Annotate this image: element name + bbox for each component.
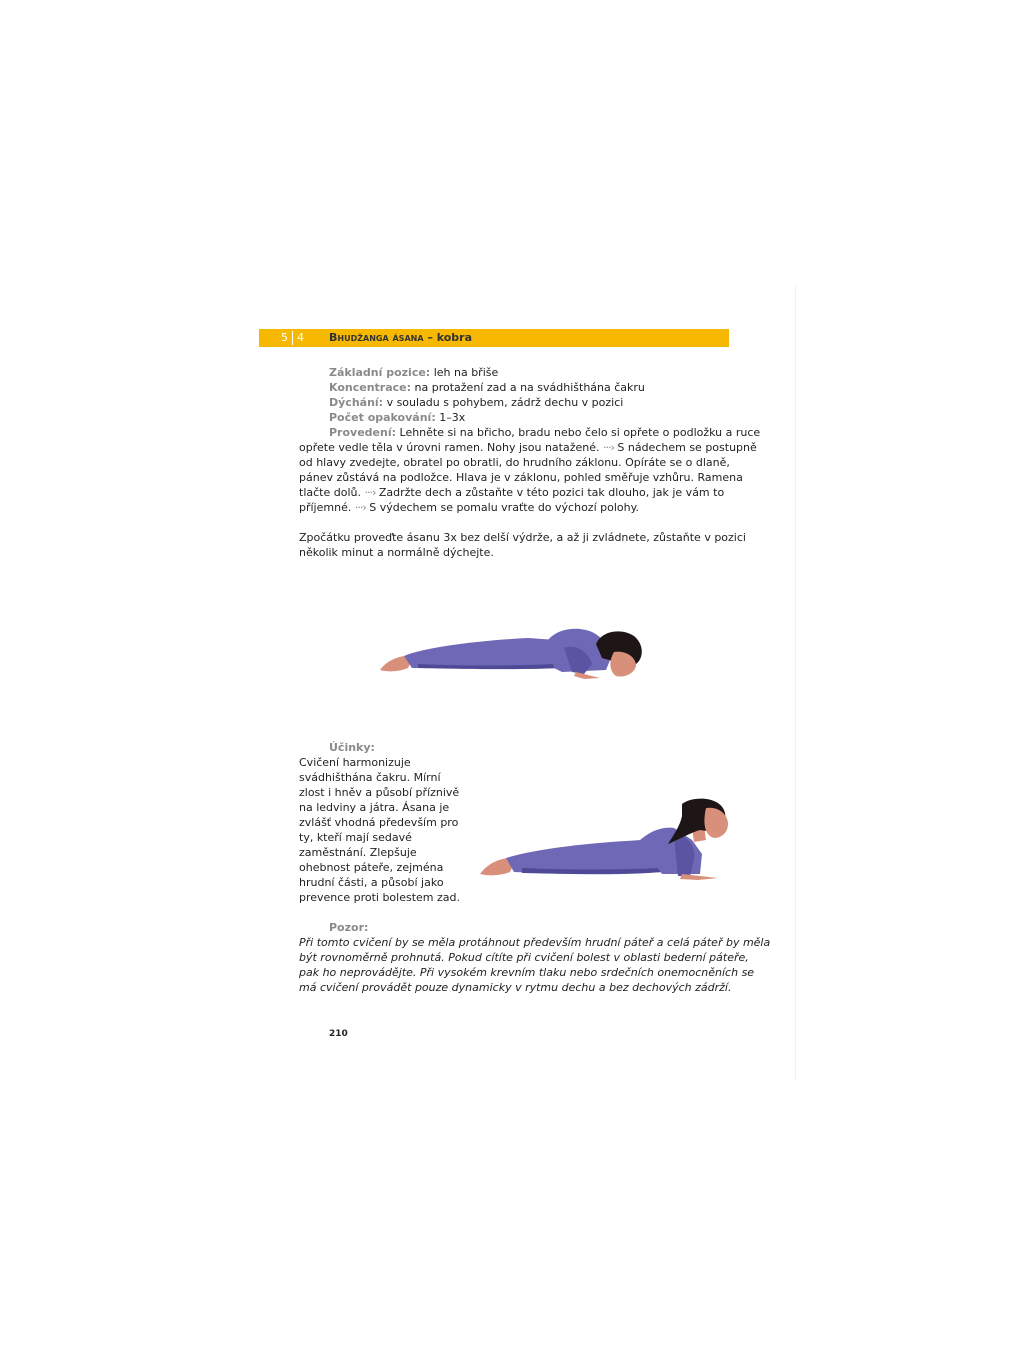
spec-label: Koncentrace: <box>329 381 412 394</box>
procedure-line <box>329 425 760 440</box>
chapter-divider <box>292 331 293 345</box>
section-number: 4 <box>297 331 304 344</box>
spec-concentration <box>329 380 645 395</box>
spec-label: Počet opakování: <box>329 411 436 424</box>
procedure-label: Provedení: <box>329 426 397 439</box>
spec-value: 1–3x <box>435 411 466 424</box>
title-dash: – <box>423 331 437 344</box>
note-line: Zpočátku proveďte ásanu 3x bez delší výdrže, a až ji zvládnete, zůstaňte v pozici <box>299 531 746 544</box>
effects-line: ohebnost páteře, zejména <box>299 861 444 874</box>
spec-label: Základní pozice: <box>329 366 431 379</box>
procedure-text: příjemné. <box>299 501 355 514</box>
spec-value: na protažení zad a na svádhišthána čakru <box>411 381 645 394</box>
effects-line: na ledviny a játra. Ásana je <box>299 801 450 814</box>
effects-line: svádhišthána čakru. Mírní <box>299 771 441 784</box>
procedure-text: tlačte dolů. <box>299 486 365 499</box>
arrow-icon: ···› <box>364 486 376 499</box>
effects-line: Cvičení harmonizuje <box>299 756 411 769</box>
effects-line: zvlášť vhodná především pro <box>299 816 459 829</box>
procedure-line <box>299 440 757 455</box>
hand <box>574 672 600 679</box>
spec-value: leh na břiše <box>430 366 499 379</box>
legs <box>404 638 560 669</box>
procedure-text: S výdechem se pomalu vraťte do výchozí polohy. <box>365 501 640 514</box>
effects-line: prevence proti bolestem zad. <box>299 891 461 904</box>
warning-line: pak ho neprovádějte. Při vysokém krevním tlaku nebo srdečních onemocněních se <box>299 966 755 979</box>
warning-label: Pozor: <box>329 921 369 934</box>
arrow-icon: ···› <box>603 441 614 454</box>
section-title <box>329 329 472 347</box>
cobra-start-photo <box>378 622 650 682</box>
spec-breathing <box>329 395 623 410</box>
spec-base-position <box>329 365 498 380</box>
procedure-line <box>299 500 639 515</box>
effects-line: ty, kteří mají sedavé <box>299 831 412 844</box>
arrow-icon: ···› <box>354 501 366 514</box>
asana-name: Bhudžanga ásana <box>329 331 424 344</box>
page-number: 210 <box>329 1029 348 1039</box>
asana-english-name: kobra <box>436 331 473 344</box>
procedure-text: S nádechem se postupně <box>613 441 757 454</box>
effects-label: Účinky: <box>329 741 375 754</box>
chapter-header-bar <box>259 329 729 347</box>
spec-repetitions <box>329 410 465 425</box>
warning-line: být rovnoměrně prohnutá. Pokud cítíte při cvičení bolest v oblasti bederní páteře, <box>299 951 749 964</box>
procedure-text: opřete vedle těla v úrovni ramen. Nohy jsou natažené. <box>299 441 603 454</box>
effects-line: zlost i hněv a působí příznivě <box>299 786 460 799</box>
note-line: několik minut a normálně dýchejte. <box>299 546 494 559</box>
effects-line: zaměstnání. Zlepšuje <box>299 846 417 859</box>
procedure-text: Zadržte dech a zůstaňte v této pozici tak dlouho, jak je vám to <box>375 486 725 499</box>
warning-line: Při tomto cvičení by se měla protáhnout především hrudní páteř a celá páteř by měla <box>299 936 771 949</box>
procedure-line: od hlavy zvedejte, obratel po obratli, do hrudního záklonu. Opíráte se o dlaně, <box>299 456 730 469</box>
procedure-line <box>299 485 724 500</box>
spec-label: Dýchání: <box>329 396 384 409</box>
warning-line: má cvičení provádět pouze dynamicky v rytmu dechu a bez dechových zádrží. <box>299 981 732 994</box>
spec-value: v souladu s pohybem, zádrž dechu v pozici <box>383 396 624 409</box>
procedure-text: Lehněte si na břicho, bradu nebo čelo si opřete o podložku a ruce <box>396 426 761 439</box>
cobra-pose-photo <box>478 796 734 886</box>
effects-line: hrudní části, a působí jako <box>299 876 444 889</box>
chapter-number: 5 <box>281 331 288 344</box>
page-edge <box>795 285 796 1080</box>
hand <box>680 874 718 880</box>
procedure-line: pánev zůstává na podložce. Hlava je v záklonu, pohled směřuje vzhůru. Ramena <box>299 471 743 484</box>
